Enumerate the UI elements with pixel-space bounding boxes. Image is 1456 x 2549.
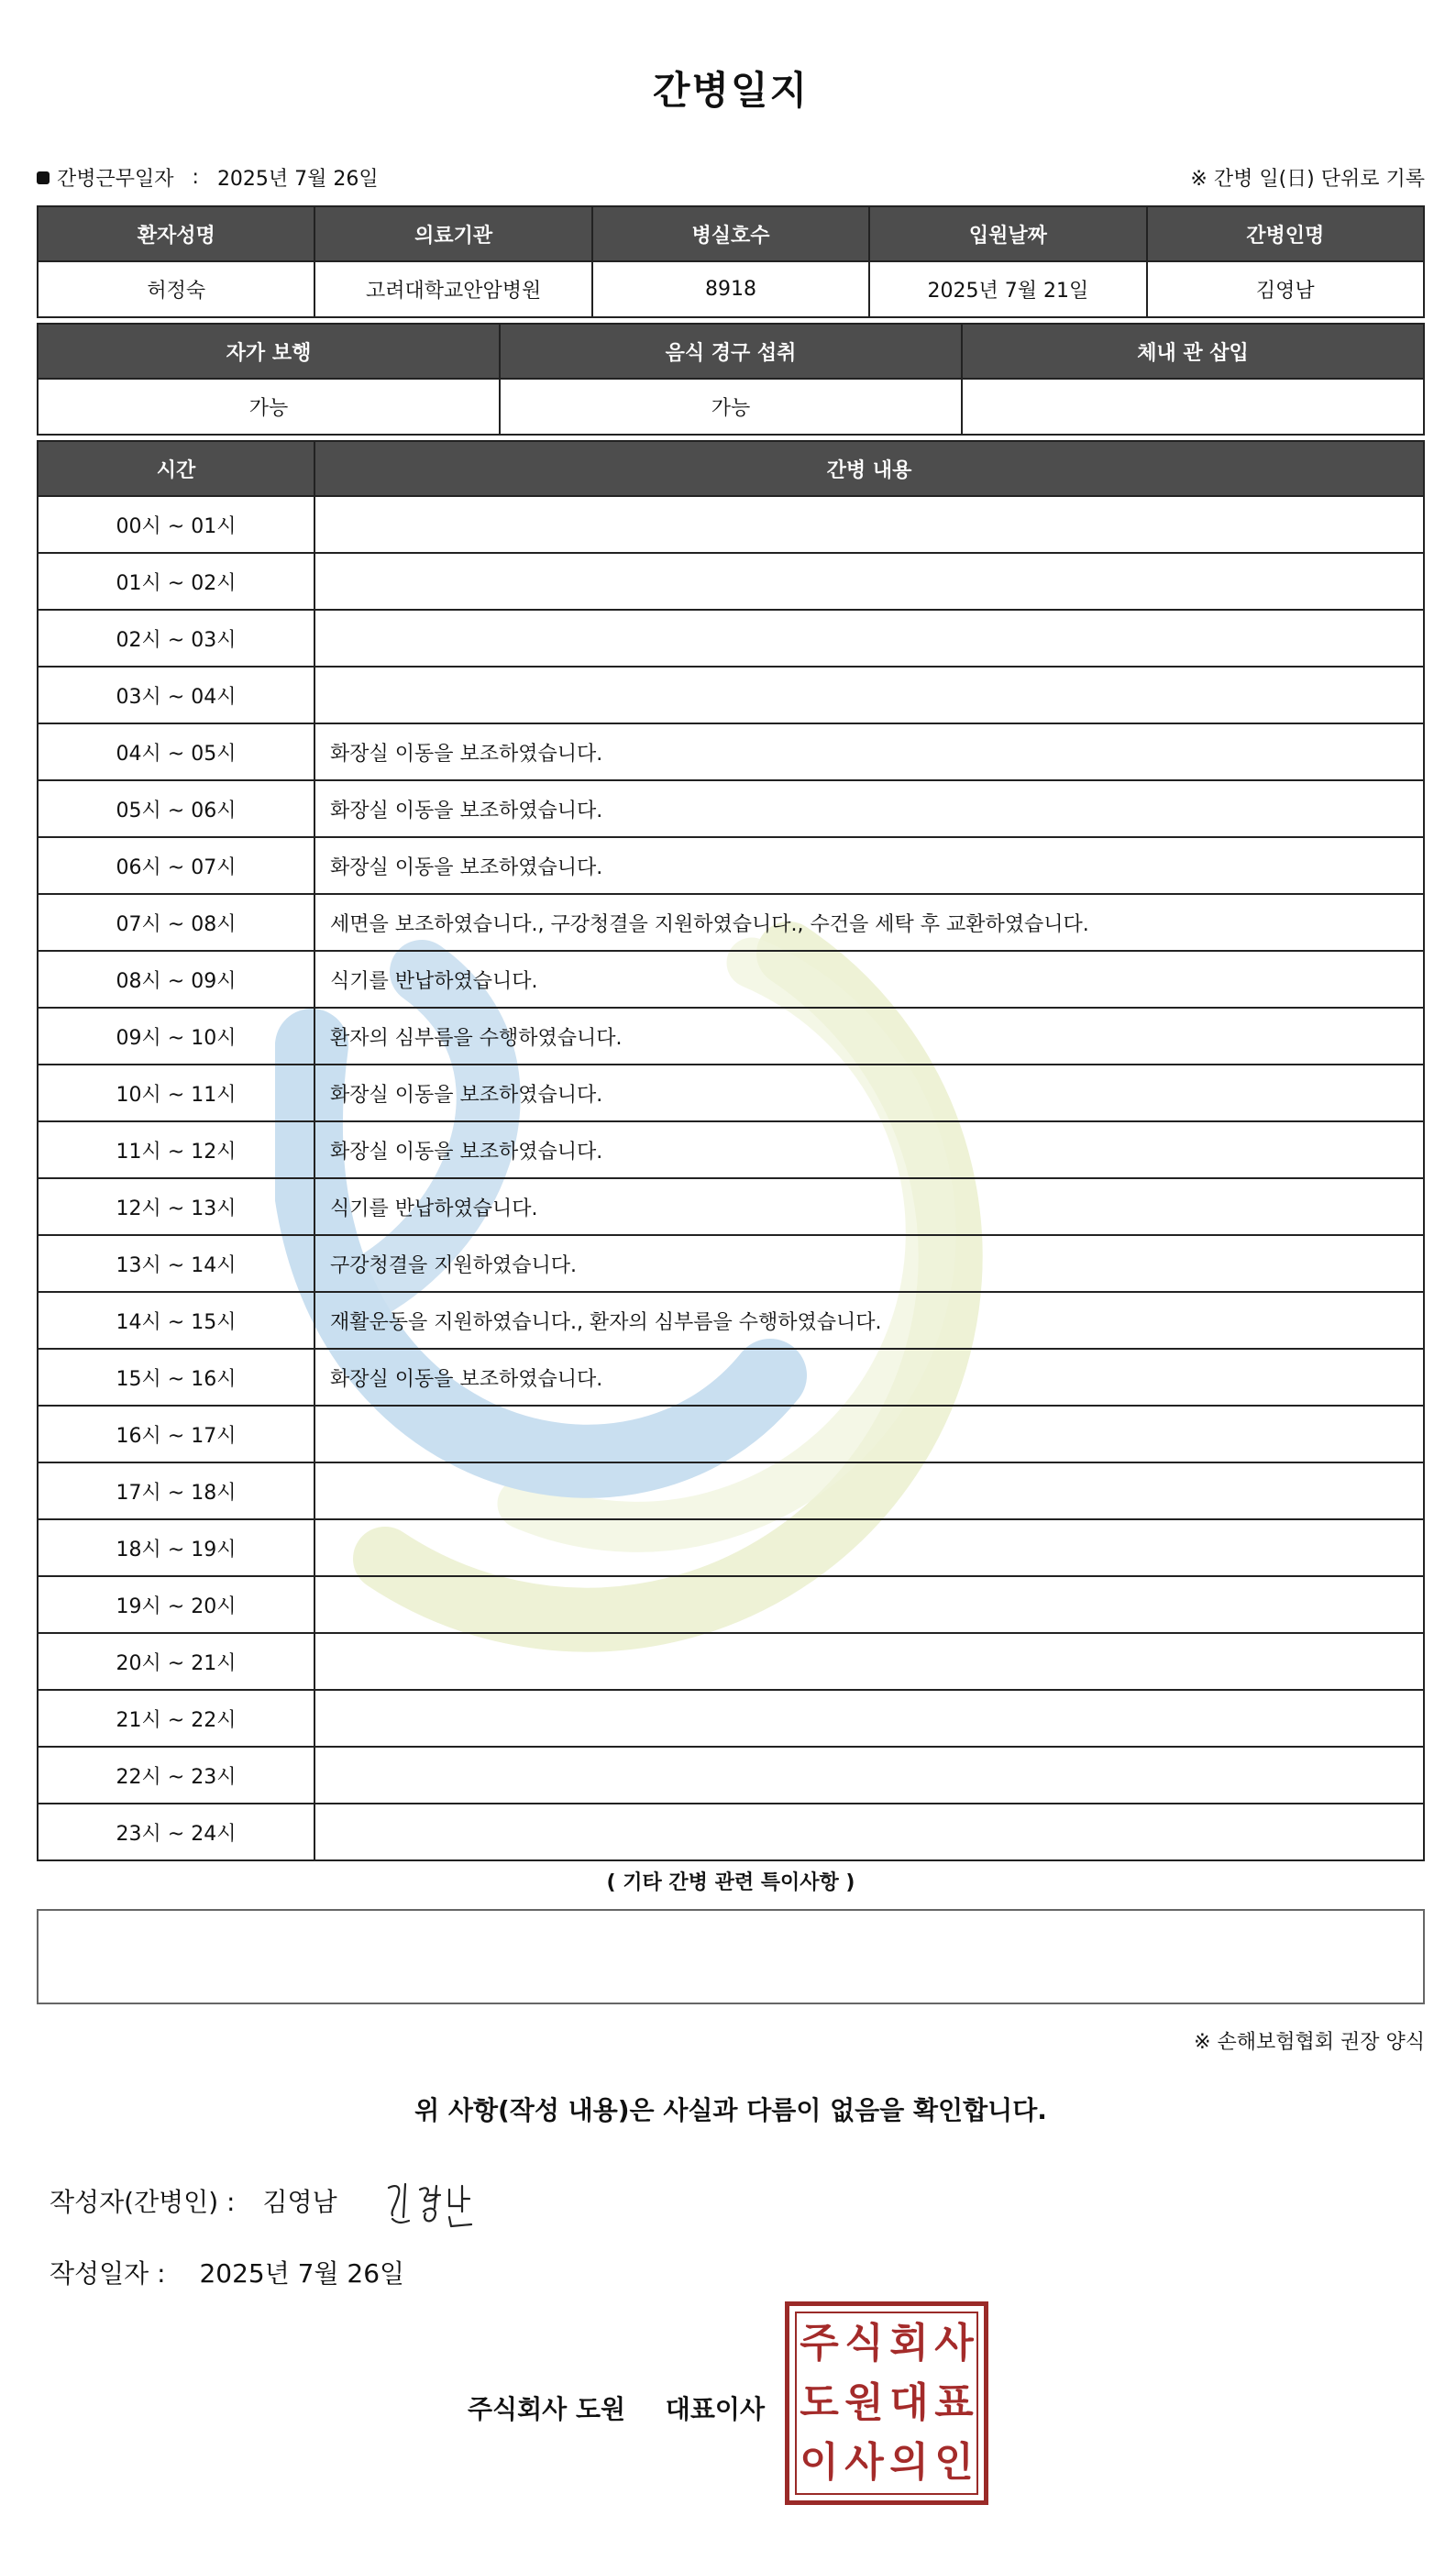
seal-character: 사 [934, 2319, 974, 2367]
log-content-cell: 식기를 반납하였습니다. [314, 1178, 1424, 1235]
work-date-value: 2025년 7월 26일 [216, 168, 379, 191]
seal-character: 이 [800, 2439, 839, 2487]
log-content-cell [314, 496, 1424, 553]
confirmation-statement: 위 사항(작성 내용)은 사실과 다름이 없음을 확인합니다. [414, 2095, 1047, 2125]
log-time-cell: 01시 ~ 02시 [38, 553, 314, 610]
company-line [468, 2389, 765, 2426]
oral-intake-value: 가능 [500, 379, 962, 435]
log-content-cell [314, 1462, 1424, 1519]
log-time-cell: 08시 ~ 09시 [38, 951, 314, 1008]
header-caregiver-name: 간병인명 [1147, 206, 1424, 261]
log-content-cell [314, 1519, 1424, 1576]
log-time-cell: 21시 ~ 22시 [38, 1690, 314, 1747]
work-date-colon: : [192, 166, 199, 189]
log-time-cell: 07시 ~ 08시 [38, 894, 314, 951]
form-footnote: ※ 손해보험협회 권장 양식 [1194, 2031, 1425, 2054]
seal-character: 의 [889, 2439, 929, 2487]
author-label: 작성자(간병인) : [50, 2187, 236, 2217]
written-date-value: 2025년 7월 26일 [199, 2258, 405, 2289]
company-name: 주식회사 도원 [468, 2394, 626, 2424]
log-content-cell [314, 1747, 1424, 1804]
seal-character: 표 [934, 2378, 974, 2426]
caregiver-name: 김영남 [1147, 261, 1424, 317]
log-row [38, 1804, 1424, 1860]
company-seal-stamp [785, 2301, 988, 2505]
log-time-cell: 00시 ~ 01시 [38, 496, 314, 553]
log-row [38, 1633, 1424, 1690]
square-bullet-icon [37, 171, 50, 184]
author-row [50, 2182, 337, 2219]
log-row [38, 894, 1424, 951]
seal-character: 대 [889, 2378, 929, 2426]
seal-character: 회 [889, 2319, 929, 2367]
log-time-cell: 16시 ~ 17시 [38, 1406, 314, 1462]
log-time-cell: 03시 ~ 04시 [38, 667, 314, 723]
log-content-cell: 화장실 이동을 보조하였습니다. [314, 837, 1424, 894]
log-content-cell [314, 1804, 1424, 1860]
author-name: 김영남 [262, 2187, 337, 2217]
header-oral-intake: 음식 경구 섭취 [500, 324, 962, 379]
header-room-number: 병실호수 [592, 206, 869, 261]
log-content-cell: 화장실 이동을 보조하였습니다. [314, 780, 1424, 837]
log-time-cell: 15시 ~ 16시 [38, 1349, 314, 1406]
log-content-cell: 화장실 이동을 보조하였습니다. [314, 1121, 1424, 1178]
log-time-cell: 17시 ~ 18시 [38, 1462, 314, 1519]
log-row [38, 610, 1424, 667]
log-content-cell: 세면을 보조하였습니다., 구강청결을 지원하였습니다., 수건을 세탁 후 교환하였습니다. [314, 894, 1424, 951]
status-value-row [38, 379, 1424, 435]
log-header-row [38, 441, 1424, 496]
record-note: ※ 간병 일(日) 단위로 기록 [1190, 168, 1425, 191]
log-time-cell: 12시 ~ 13시 [38, 1178, 314, 1235]
log-time-cell: 09시 ~ 10시 [38, 1008, 314, 1065]
log-row [38, 837, 1424, 894]
handwritten-signature [383, 2175, 493, 2234]
status-header-row [38, 324, 1424, 379]
log-content-cell [314, 1406, 1424, 1462]
seal-character: 도 [800, 2378, 839, 2426]
seal-character: 식 [844, 2319, 884, 2367]
log-time-cell: 20시 ~ 21시 [38, 1633, 314, 1690]
company-representative-title: 대표이사 [665, 2394, 765, 2424]
log-row [38, 1121, 1424, 1178]
seal-character: 사 [844, 2439, 884, 2487]
log-time-cell: 10시 ~ 11시 [38, 1065, 314, 1121]
hospital-name: 고려대학교안암병원 [314, 261, 591, 317]
log-row [38, 1519, 1424, 1576]
written-date-label: 작성일자 : [50, 2258, 166, 2289]
work-date-label: 간병근무일자 [57, 168, 174, 191]
header-care-content: 간병 내용 [314, 441, 1424, 496]
log-time-cell: 18시 ~ 19시 [38, 1519, 314, 1576]
log-content-cell: 화장실 이동을 보조하였습니다. [314, 723, 1424, 780]
log-row [38, 1747, 1424, 1804]
log-content-cell [314, 610, 1424, 667]
log-time-cell: 11시 ~ 12시 [38, 1121, 314, 1178]
log-row [38, 1292, 1424, 1349]
admission-date: 2025년 7월 21일 [869, 261, 1146, 317]
notes-title: ( 기타 간병 관련 특이사항 ) [606, 1871, 855, 1894]
log-row [38, 1462, 1424, 1519]
header-patient-name: 환자성명 [38, 206, 314, 261]
written-date-row [50, 2254, 404, 2290]
log-row [38, 1406, 1424, 1462]
header-self-walking: 자가 보행 [38, 324, 500, 379]
seal-character: 원 [844, 2378, 884, 2426]
meta-row [37, 163, 1425, 191]
log-row [38, 780, 1424, 837]
log-row [38, 1349, 1424, 1406]
self-walking-value: 가능 [38, 379, 500, 435]
log-time-cell: 23시 ~ 24시 [38, 1804, 314, 1860]
log-row [38, 1065, 1424, 1121]
log-row [38, 1576, 1424, 1633]
log-content-cell [314, 1633, 1424, 1690]
notes-box [37, 1909, 1425, 2004]
patient-value-row [38, 261, 1424, 317]
log-content-cell [314, 1690, 1424, 1747]
patient-info-table [37, 205, 1425, 318]
log-row [38, 1008, 1424, 1065]
log-content-cell: 환자의 심부름을 수행하였습니다. [314, 1008, 1424, 1065]
log-row [38, 951, 1424, 1008]
log-row [38, 723, 1424, 780]
patient-header-row [38, 206, 1424, 261]
log-row [38, 1178, 1424, 1235]
room-number: 8918 [592, 261, 869, 317]
log-time-cell: 02시 ~ 03시 [38, 610, 314, 667]
log-row [38, 1690, 1424, 1747]
header-tube-insertion: 체내 관 삽입 [962, 324, 1424, 379]
log-content-cell [314, 1576, 1424, 1633]
log-time-cell: 05시 ~ 06시 [38, 780, 314, 837]
log-time-cell: 22시 ~ 23시 [38, 1747, 314, 1804]
document-title: 간병일지 [652, 68, 810, 113]
header-time: 시간 [38, 441, 314, 496]
log-content-cell: 구강청결을 지원하였습니다. [314, 1235, 1424, 1292]
log-content-cell [314, 553, 1424, 610]
seal-character: 주 [800, 2319, 839, 2367]
log-content-cell: 식기를 반납하였습니다. [314, 951, 1424, 1008]
tube-insertion-value [962, 379, 1424, 435]
log-content-cell: 화장실 이동을 보조하였습니다. [314, 1065, 1424, 1121]
log-content-cell: 화장실 이동을 보조하였습니다. [314, 1349, 1424, 1406]
seal-characters [795, 2312, 978, 2495]
patient-name: 허정숙 [38, 261, 314, 317]
seal-character: 인 [934, 2439, 974, 2487]
log-row [38, 496, 1424, 553]
header-hospital: 의료기관 [314, 206, 591, 261]
log-row [38, 553, 1424, 610]
log-rows [38, 496, 1424, 1860]
log-time-cell: 04시 ~ 05시 [38, 723, 314, 780]
log-time-cell: 19시 ~ 20시 [38, 1576, 314, 1633]
patient-status-table [37, 323, 1425, 436]
log-time-cell: 13시 ~ 14시 [38, 1235, 314, 1292]
log-time-cell: 14시 ~ 15시 [38, 1292, 314, 1349]
log-row [38, 667, 1424, 723]
log-content-cell [314, 667, 1424, 723]
log-time-cell: 06시 ~ 07시 [38, 837, 314, 894]
work-date-line [37, 163, 379, 192]
hourly-log-table [37, 440, 1425, 1861]
header-admission-date: 입원날짜 [869, 206, 1146, 261]
log-content-cell: 재활운동을 지원하였습니다., 환자의 심부름을 수행하였습니다. [314, 1292, 1424, 1349]
log-row [38, 1235, 1424, 1292]
